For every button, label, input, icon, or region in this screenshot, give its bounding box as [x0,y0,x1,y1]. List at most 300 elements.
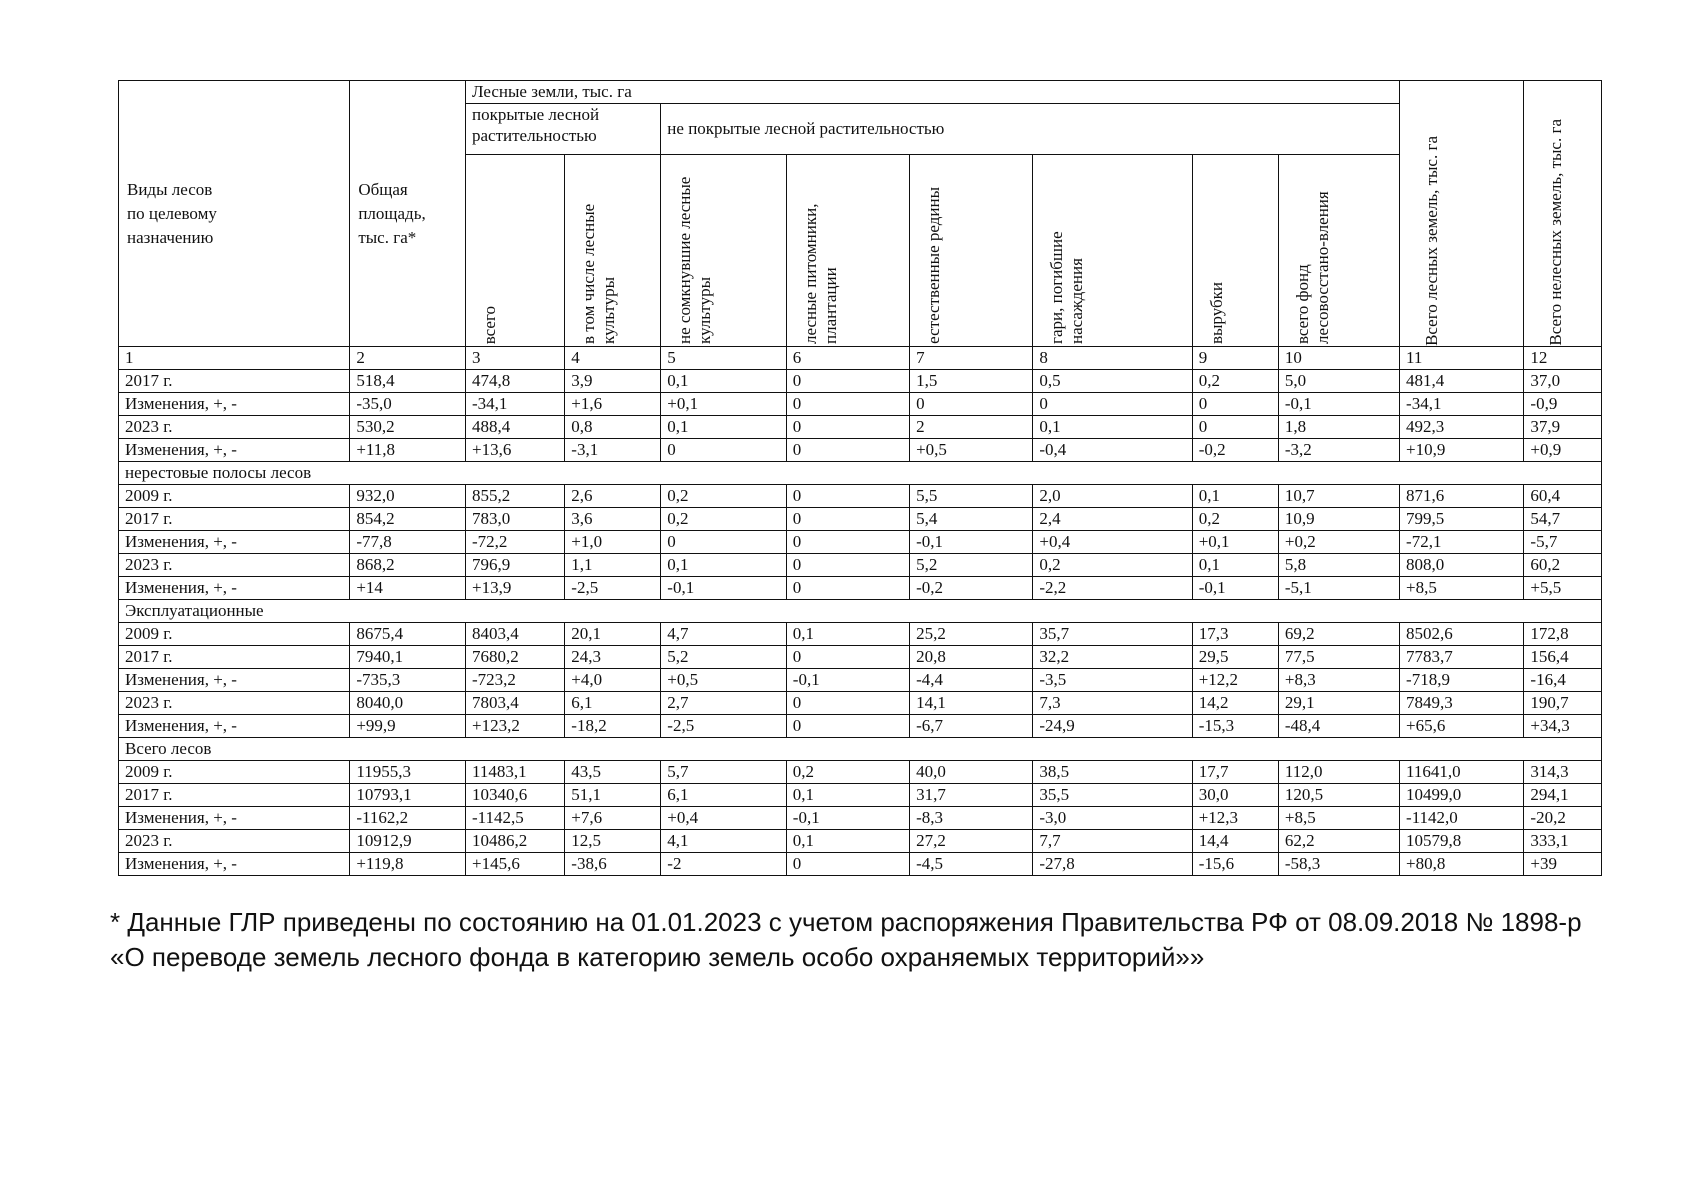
column-number-cell: 6 [786,347,909,370]
table-cell: 0 [786,853,909,876]
header-total-area-line: Общая [358,179,408,199]
table-cell: 8403,4 [465,623,564,646]
column-number-cell: 9 [1192,347,1278,370]
row-label-cell: 2023 г. [119,830,350,853]
table-cell: 0,1 [1192,554,1278,577]
table-cell: 12,5 [565,830,661,853]
table-cell: -6,7 [910,715,1033,738]
table-cell: -0,1 [1278,393,1399,416]
header-total-area [350,81,466,347]
table-cell: 0 [786,531,909,554]
table-cell: 1,1 [565,554,661,577]
table-cell: -723,2 [465,669,564,692]
table-cell: 932,0 [350,485,466,508]
table-cell: 0 [786,439,909,462]
table-cell: -5,7 [1524,531,1602,554]
header-total-nonforest-lands-text: Всего нелесных земель, тыс. га [1546,119,1566,346]
table-row [119,623,1602,646]
section-label: Всего лесов [119,738,1602,761]
row-label-cell: 2023 г. [119,692,350,715]
table-cell: 854,2 [350,508,466,531]
table-cell: 54,7 [1524,508,1602,531]
table-cell: 120,5 [1278,784,1399,807]
table-cell: 35,7 [1033,623,1192,646]
table-cell: 35,5 [1033,784,1192,807]
table-cell: -34,1 [465,393,564,416]
table-cell: +10,9 [1400,439,1524,462]
header-sub-column [661,155,786,347]
table-cell: 14,4 [1192,830,1278,853]
table-cell: 0,5 [1033,370,1192,393]
row-label-cell: Изменения, +, - [119,853,350,876]
table-cell: +11,8 [350,439,466,462]
table-cell: 69,2 [1278,623,1399,646]
table-cell: 7680,2 [465,646,564,669]
table-cell: 60,4 [1524,485,1602,508]
row-label-cell: Изменения, +, - [119,669,350,692]
table-cell: -34,1 [1400,393,1524,416]
table-cell: -8,3 [910,807,1033,830]
table-cell: -0,2 [1192,439,1278,462]
header-sub-column [786,155,909,347]
table-row [119,761,1602,784]
table-cell: 10340,6 [465,784,564,807]
table-cell: +8,5 [1400,577,1524,600]
table-cell: 314,3 [1524,761,1602,784]
row-label-cell: 2009 г. [119,623,350,646]
table-cell: 2,6 [565,485,661,508]
table-cell: -72,2 [465,531,564,554]
header-forest-types [119,81,350,347]
table-cell: -735,3 [350,669,466,692]
table-cell: 11483,1 [465,761,564,784]
table-cell: +12,2 [1192,669,1278,692]
table-row [119,554,1602,577]
table-cell: 294,1 [1524,784,1602,807]
table-cell: 783,0 [465,508,564,531]
table-cell: -18,2 [565,715,661,738]
table-cell: 5,0 [1278,370,1399,393]
table-cell: -1142,0 [1400,807,1524,830]
table-cell: 7803,4 [465,692,564,715]
table-cell: -16,4 [1524,669,1602,692]
table-cell: 0 [786,692,909,715]
header-total-area-line: площадь, [358,203,426,223]
table-cell: 5,7 [661,761,786,784]
table-cell: 17,7 [1192,761,1278,784]
column-number-cell: 2 [350,347,466,370]
table-cell: -0,1 [661,577,786,600]
table-cell: 0 [661,531,786,554]
table-cell: 31,7 [910,784,1033,807]
header-sub-column [1192,155,1278,347]
table-cell: 10,7 [1278,485,1399,508]
table-cell: +80,8 [1400,853,1524,876]
table-cell: 37,0 [1524,370,1602,393]
table-cell: 799,5 [1400,508,1524,531]
table-cell: -3,0 [1033,807,1192,830]
table-cell: 8675,4 [350,623,466,646]
table-cell: -2 [661,853,786,876]
table-cell: 0 [786,416,909,439]
table-cell: 11955,3 [350,761,466,784]
table-cell: +0,4 [661,807,786,830]
table-cell: 0,2 [661,485,786,508]
table-cell: 1,8 [1278,416,1399,439]
table-cell: 7,3 [1033,692,1192,715]
table-cell: 0 [786,485,909,508]
table-cell: +0,9 [1524,439,1602,462]
header-forest-types-line: Виды лесов [127,179,213,199]
header-total-forest-lands-text: Всего лесных земель, тыс. га [1422,136,1442,346]
footnote [110,905,1670,975]
header-sub-column-text: гари, погибшие насаждения [1047,231,1087,344]
table-cell: 6,1 [661,784,786,807]
header-sub-column-text: всего фонд лесовосстано-вления [1292,191,1332,344]
table-cell: +123,2 [465,715,564,738]
table-cell: 0 [786,577,909,600]
table-cell: 7783,7 [1400,646,1524,669]
table-cell: 0,1 [661,370,786,393]
row-label-cell: Изменения, +, - [119,393,350,416]
header-forest-types-line: назначению [127,227,214,247]
table-cell: -24,9 [1033,715,1192,738]
table-cell: +13,6 [465,439,564,462]
table-row [119,784,1602,807]
table-cell: 17,3 [1192,623,1278,646]
table-cell: 24,3 [565,646,661,669]
table-cell: 29,1 [1278,692,1399,715]
table-cell: -35,0 [350,393,466,416]
table-row [119,807,1602,830]
section-label: нерестовые полосы лесов [119,462,1602,485]
table-cell: 0 [786,393,909,416]
table-cell: 871,6 [1400,485,1524,508]
table-cell: +5,5 [1524,577,1602,600]
column-number-cell: 11 [1400,347,1524,370]
table-cell: -1142,5 [465,807,564,830]
table-cell: 172,8 [1524,623,1602,646]
table-cell: 0 [786,646,909,669]
table-cell: 10912,9 [350,830,466,853]
row-label-cell: 2023 г. [119,554,350,577]
header-sub-column [1278,155,1399,347]
table-cell: 333,1 [1524,830,1602,853]
table-cell: -5,1 [1278,577,1399,600]
table-cell: 4,1 [661,830,786,853]
row-label-cell: 2023 г. [119,416,350,439]
footnote-line: «О переводе земель лесного фонда в категорию земель особо охраняемых территорий»» [110,942,1205,972]
table-cell: 20,1 [565,623,661,646]
footnote-line: * Данные ГЛР приведены по состоянию на 01.01.2023 с учетом распоряжения Правительства РФ от 08.09.2018 № 1898-р [110,907,1582,937]
table-cell: 2,7 [661,692,786,715]
table-cell: 40,0 [910,761,1033,784]
table-cell: +14 [350,577,466,600]
table-row [119,508,1602,531]
table-cell: -0,2 [910,577,1033,600]
table-cell: 7,7 [1033,830,1192,853]
table-cell: -1162,2 [350,807,466,830]
table-cell: 5,4 [910,508,1033,531]
table-cell: 0 [1192,416,1278,439]
table-cell: 2,4 [1033,508,1192,531]
table-cell: +8,3 [1278,669,1399,692]
table-cell: 5,8 [1278,554,1399,577]
column-number-cell: 12 [1524,347,1602,370]
table-cell: -0,1 [786,669,909,692]
table-cell: 808,0 [1400,554,1524,577]
table-row [119,393,1602,416]
table-cell: 7849,3 [1400,692,1524,715]
column-number-cell: 4 [565,347,661,370]
row-label-cell: 2009 г. [119,485,350,508]
row-label-cell: 2017 г. [119,370,350,393]
section-row [119,600,1602,623]
table-cell: 3,9 [565,370,661,393]
forest-land-table [118,80,1602,876]
table-cell: -48,4 [1278,715,1399,738]
table-cell: 0 [910,393,1033,416]
table-cell: +0,1 [1192,531,1278,554]
table-row [119,830,1602,853]
table-row [119,439,1602,462]
table-cell: 14,2 [1192,692,1278,715]
table-cell: +65,6 [1400,715,1524,738]
table-cell: -27,8 [1033,853,1192,876]
table-cell: 481,4 [1400,370,1524,393]
table-cell: 62,2 [1278,830,1399,853]
table-cell: 0,2 [1033,554,1192,577]
column-number-cell: 10 [1278,347,1399,370]
header-sub-column-text: естественные редины [924,187,944,344]
table-cell: -0,1 [1192,577,1278,600]
column-number-cell: 1 [119,347,350,370]
table-cell: 10579,8 [1400,830,1524,853]
table-row [119,531,1602,554]
table-cell: +1,0 [565,531,661,554]
header-sub-column-text: лесные питомники, плантации [800,203,840,344]
table-cell: 0,2 [1192,508,1278,531]
table-cell: 112,0 [1278,761,1399,784]
table-cell: 10,9 [1278,508,1399,531]
column-number-cell: 7 [910,347,1033,370]
table-cell: 38,5 [1033,761,1192,784]
table-cell: 1,5 [910,370,1033,393]
table-cell: 10793,1 [350,784,466,807]
column-number-cell: 8 [1033,347,1192,370]
table-cell: 8502,6 [1400,623,1524,646]
table-cell: 530,2 [350,416,466,439]
table-cell: 11641,0 [1400,761,1524,784]
table-row [119,485,1602,508]
table-cell: 190,7 [1524,692,1602,715]
table-cell: 0 [1192,393,1278,416]
table-cell: 5,2 [661,646,786,669]
table-cell: 7940,1 [350,646,466,669]
table-cell: -3,2 [1278,439,1399,462]
section-row [119,462,1602,485]
table-cell: +145,6 [465,853,564,876]
row-label-cell: Изменения, +, - [119,439,350,462]
table-cell: -0,9 [1524,393,1602,416]
table-cell: 868,2 [350,554,466,577]
table-cell: -77,8 [350,531,466,554]
header-sub-column-text: всего [479,305,499,344]
table-cell: -4,4 [910,669,1033,692]
table-cell: 5,5 [910,485,1033,508]
table-cell: 2 [910,416,1033,439]
table-cell: 0,1 [1192,485,1278,508]
header-forest-lands: Лесные земли, тыс. га [465,81,1399,104]
table-cell: 0 [661,439,786,462]
header-sub-column [465,155,564,347]
column-number-cell: 3 [465,347,564,370]
table-row [119,669,1602,692]
section-label: Эксплуатационные [119,600,1602,623]
header-sub-column [910,155,1033,347]
table-cell: +8,5 [1278,807,1399,830]
table-cell: 492,3 [1400,416,1524,439]
table-cell: -15,6 [1192,853,1278,876]
header-sub-column [565,155,661,347]
table-cell: 0,2 [661,508,786,531]
table-cell: 5,2 [910,554,1033,577]
header-covered: покрытые лесной растительностью [465,104,660,155]
table-cell: 14,1 [910,692,1033,715]
table-cell: -0,1 [786,807,909,830]
table-cell: 30,0 [1192,784,1278,807]
table-cell: -0,4 [1033,439,1192,462]
table-cell: -0,1 [910,531,1033,554]
row-label-cell: Изменения, +, - [119,807,350,830]
table-cell: 4,7 [661,623,786,646]
table-cell: -15,3 [1192,715,1278,738]
table-cell: 0,2 [786,761,909,784]
table-cell: +39 [1524,853,1602,876]
table-cell: 156,4 [1524,646,1602,669]
table-cell: 0 [786,554,909,577]
table-row [119,646,1602,669]
table-cell: 855,2 [465,485,564,508]
table-cell: 29,5 [1192,646,1278,669]
table-cell: 796,9 [465,554,564,577]
table-cell: 0 [786,715,909,738]
table-cell: 0,1 [1033,416,1192,439]
table-cell: +0,1 [661,393,786,416]
section-row [119,738,1602,761]
table-cell: -72,1 [1400,531,1524,554]
table-cell: -2,2 [1033,577,1192,600]
table-cell: -38,6 [565,853,661,876]
header-total-area-line: тыс. га* [358,227,417,247]
table-cell: -3,1 [565,439,661,462]
table-cell: +0,5 [661,669,786,692]
table-cell: +119,8 [350,853,466,876]
table-row [119,416,1602,439]
table-cell: 0,1 [786,830,909,853]
table-cell: 43,5 [565,761,661,784]
row-label-cell: Изменения, +, - [119,577,350,600]
table-cell: 0,1 [661,554,786,577]
table-cell: 0,1 [786,784,909,807]
table-cell: 0,1 [661,416,786,439]
table-cell: 474,8 [465,370,564,393]
table-cell: 10499,0 [1400,784,1524,807]
table-cell: 488,4 [465,416,564,439]
header-total-forest-lands [1400,81,1524,347]
table-cell: -58,3 [1278,853,1399,876]
table-cell: 6,1 [565,692,661,715]
header-total-nonforest-lands [1524,81,1602,347]
table-row [119,692,1602,715]
table-cell: 20,8 [910,646,1033,669]
table-cell: 51,1 [565,784,661,807]
table-cell: +12,3 [1192,807,1278,830]
row-label-cell: 2009 г. [119,761,350,784]
table-cell: 60,2 [1524,554,1602,577]
table-cell: -2,5 [661,715,786,738]
table-cell: +7,6 [565,807,661,830]
table-row [119,853,1602,876]
table-cell: 8040,0 [350,692,466,715]
table-cell: -20,2 [1524,807,1602,830]
header-not-covered: не покрытые лесной растительностью [661,104,1400,155]
table-row [119,715,1602,738]
row-label-cell: 2017 г. [119,646,350,669]
table-cell: +34,3 [1524,715,1602,738]
table-cell: 2,0 [1033,485,1192,508]
table-cell: -3,5 [1033,669,1192,692]
table-cell: +13,9 [465,577,564,600]
table-cell: 10486,2 [465,830,564,853]
forest-land-table-container [118,80,1602,876]
header-sub-column-text: не сомкнувшие лесные культуры [675,176,715,344]
header-sub-column [1033,155,1192,347]
table-cell: -4,5 [910,853,1033,876]
table-row [119,370,1602,393]
table-cell: +99,9 [350,715,466,738]
table-cell: 32,2 [1033,646,1192,669]
table-cell: 0,8 [565,416,661,439]
column-number-cell: 5 [661,347,786,370]
row-label-cell: Изменения, +, - [119,531,350,554]
table-cell: 0,2 [1192,370,1278,393]
table-cell: +0,4 [1033,531,1192,554]
table-cell: 0 [786,370,909,393]
table-cell: 0,1 [786,623,909,646]
table-cell: +1,6 [565,393,661,416]
table-cell: 27,2 [910,830,1033,853]
row-label-cell: 2017 г. [119,784,350,807]
table-cell: 3,6 [565,508,661,531]
header-sub-column-text: в том числе лесные культуры [579,203,619,344]
table-cell: 77,5 [1278,646,1399,669]
table-cell: 25,2 [910,623,1033,646]
table-cell: +4,0 [565,669,661,692]
header-sub-column-text: вырубки [1206,281,1226,344]
table-cell: +0,5 [910,439,1033,462]
table-row [119,577,1602,600]
table-cell: +0,2 [1278,531,1399,554]
table-cell: -2,5 [565,577,661,600]
row-label-cell: Изменения, +, - [119,715,350,738]
table-cell: 0 [786,508,909,531]
table-cell: 37,9 [1524,416,1602,439]
table-cell: -718,9 [1400,669,1524,692]
table-cell: 0 [1033,393,1192,416]
row-label-cell: 2017 г. [119,508,350,531]
table-cell: 518,4 [350,370,466,393]
